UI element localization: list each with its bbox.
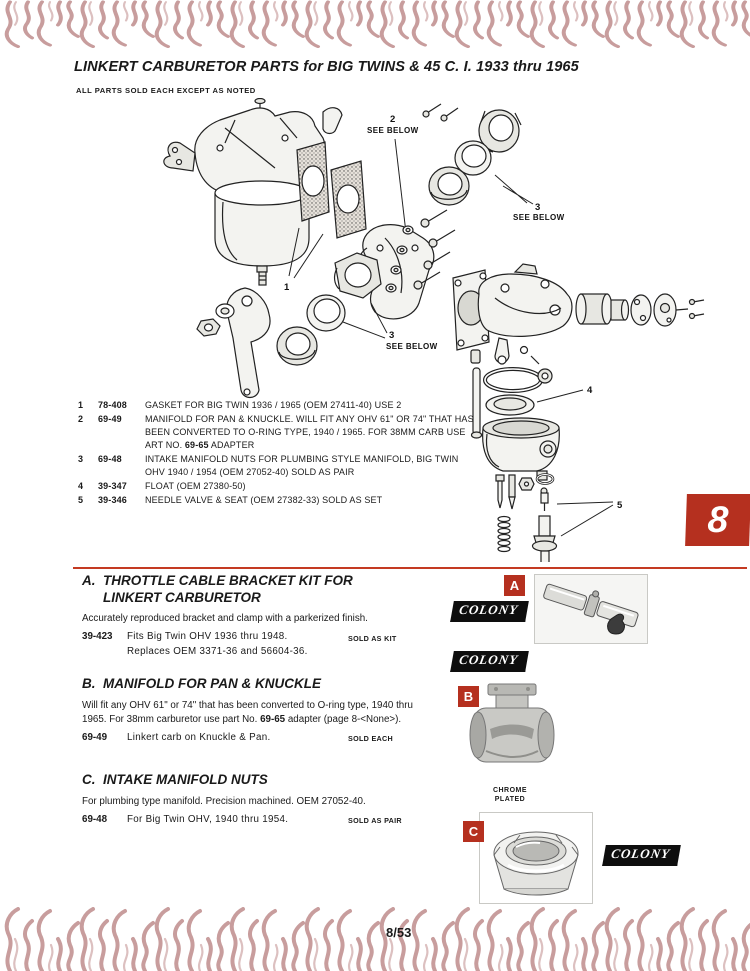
item-number: 3 [78, 454, 84, 464]
part-description: NEEDLE VALVE & SEAT (OEM 27382-33) SOLD AS SET [145, 495, 383, 505]
section-letter: A. [82, 573, 96, 588]
throttle-bracket-kit-drawing [535, 575, 647, 643]
needle-valve-parts-item5 [496, 475, 557, 563]
parts-list-row [78, 494, 480, 507]
part-number: 69-48 [82, 813, 108, 825]
part-description: Fits Big Twin OHV 1936 thru 1948. Replaces OEM 3371-36 and 56604-36. [127, 631, 308, 657]
figure-b-image [466, 681, 556, 784]
svg-text:SEE BELOW: SEE BELOW [386, 342, 438, 351]
part-number: 69-49 [82, 731, 108, 743]
chapter-tab: 8 [685, 494, 750, 546]
colony-logo: COLONY [450, 651, 528, 672]
item-number: 2 [78, 414, 84, 424]
parts-list-row [78, 399, 480, 412]
section-title: THROTTLE CABLE BRACKET KIT FOR LINKERT CARBURETOR [103, 573, 353, 605]
callout-5 [557, 500, 623, 536]
section-a-heading [82, 573, 416, 606]
part-description: For Big Twin OHV, 1940 thru 1954. [127, 813, 289, 825]
callout-4 [537, 385, 593, 402]
part-description: GASKET FOR BIG TWIN 1936 / 1965 (OEM 27411-40) USE 2 [145, 400, 402, 410]
section-c [82, 772, 416, 827]
float-bowl [483, 418, 560, 480]
figure-a-image [534, 574, 648, 644]
flame-border-top [0, 0, 750, 48]
section-divider [73, 567, 747, 569]
figure-c-badge: C [463, 821, 484, 842]
sold-as-note: SOLD AS PAIR [348, 816, 402, 826]
flame-border-bottom [0, 907, 750, 971]
section-a-item [82, 630, 416, 659]
svg-text:1: 1 [284, 282, 290, 293]
section-a [82, 573, 416, 659]
svg-text:SEE BELOW: SEE BELOW [367, 126, 419, 135]
section-a-body: Accurately reproduced bracket and clamp with a parkerized finish. [82, 613, 368, 624]
sold-as-note: SOLD AS KIT [348, 633, 397, 643]
parts-list-row [78, 413, 480, 452]
section-b [82, 676, 416, 745]
bowl-gasket-ring [485, 369, 552, 391]
part-number: 78-408 [98, 400, 127, 410]
svg-text:3: 3 [535, 202, 541, 213]
colony-logo: COLONY [450, 601, 528, 622]
page-title: LINKERT CARBURETOR PARTS for BIG TWINS & 45 C. I. 1933 thru 1965 [74, 59, 579, 75]
parts-list-row [78, 453, 480, 479]
manifold-photo-drawing [466, 681, 556, 779]
part-description: Linkert carb on Knuckle & Pan. [127, 731, 271, 743]
colony-logo: COLONY [602, 845, 680, 866]
float-item4 [486, 395, 534, 415]
parts-list-row [78, 480, 480, 493]
part-number: 39-423 [82, 631, 113, 643]
section-b-item [82, 731, 416, 746]
section-b-heading [82, 676, 416, 693]
section-b-body: Will fit any OHV 61" or 74" that has been converted to O-ring type, 1940 thru 1965. For 38mm carburetor use part No. 69-65 adapter (page 8-<None>). [82, 699, 413, 725]
manifold-nut-set-lower [277, 253, 381, 365]
part-description: FLOAT (OEM 27380-50) [145, 481, 246, 491]
part-number: 39-346 [98, 495, 127, 505]
figure-c-image [479, 812, 593, 904]
svg-text:4: 4 [587, 385, 593, 396]
svg-text:3: 3 [389, 330, 395, 341]
section-c-item [82, 813, 416, 828]
section-title: INTAKE MANIFOLD NUTS [103, 772, 268, 787]
page-subtitle: ALL PARTS SOLD EACH EXCEPT AS NOTED [76, 86, 256, 95]
section-c-heading [82, 772, 416, 789]
part-number: 69-49 [98, 414, 122, 424]
section-c-body: For plumbing type manifold. Precision machined. OEM 27052-40. [82, 795, 366, 807]
svg-text:2: 2 [390, 114, 396, 125]
chrome-plated-note: CHROME PLATED [492, 787, 528, 803]
item-number: 4 [78, 481, 84, 491]
svg-text:5: 5 [617, 500, 623, 511]
callout-3-upper [495, 175, 565, 222]
section-letter: B. [82, 676, 96, 691]
page-number: 8/53 [386, 925, 412, 940]
part-description: MANIFOLD FOR PAN & KNUCKLE. WILL FIT ANY OHV 61" OR 74" THAT HAS BEEN CONVERTED TO O-RING TYPE, 1940 / 1965. FOR 38MM CARB USE ART NO. 69-65 ADAPTER [145, 414, 474, 450]
item-number: 5 [78, 495, 84, 505]
section-letter: C. [82, 772, 96, 787]
figure-a-badge: A [504, 575, 525, 596]
sold-as-note: SOLD EACH [348, 734, 394, 744]
carburetor-body-right [453, 264, 572, 364]
part-number: 69-48 [98, 454, 122, 464]
parts-list [78, 399, 480, 508]
section-title: MANIFOLD FOR PAN & KNUCKLE [103, 676, 321, 691]
figure-b-badge: B [458, 686, 479, 707]
item-number: 1 [78, 400, 84, 410]
svg-text:SEE BELOW: SEE BELOW [513, 213, 565, 222]
manifold-nut-set-upper [423, 104, 521, 205]
venturi-and-choke-discs [576, 294, 704, 326]
part-description: INTAKE MANIFOLD NUTS FOR PLUMBING STYLE MANIFOLD, BIG TWIN OHV 1940 / 1954 (OEM 27052-40) SOLD AS PAIR [145, 454, 459, 477]
part-number: 39-347 [98, 481, 127, 491]
chrome-nut-drawing [480, 813, 592, 903]
